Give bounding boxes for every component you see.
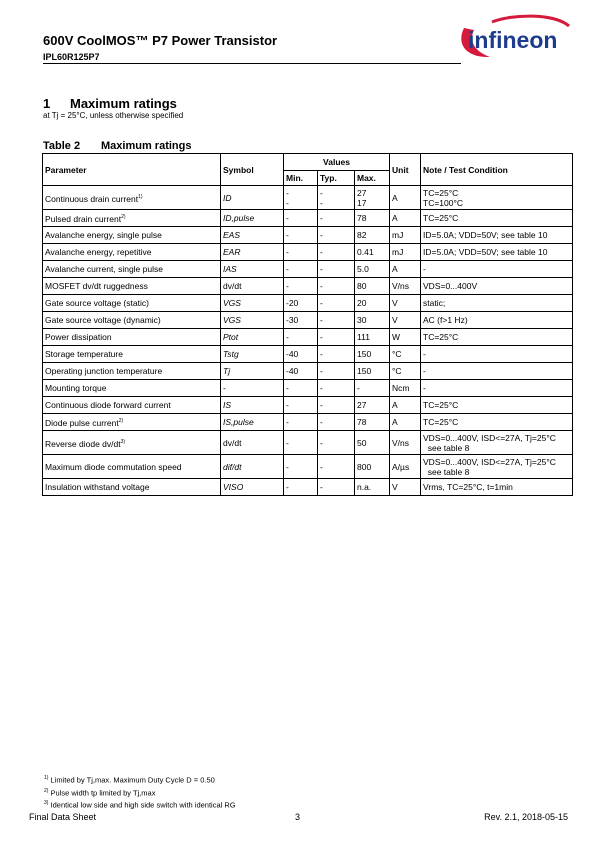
cell-max — [355, 431, 390, 455]
cell-typ — [318, 479, 355, 496]
table-row — [43, 227, 573, 244]
cell-symbol-text: dv/dt — [223, 437, 242, 448]
section-title: Maximum ratings — [70, 96, 177, 111]
header-max: Max. — [355, 171, 390, 186]
cell-max-text: 20 — [357, 298, 367, 308]
cell-min — [284, 479, 318, 496]
cell-parameter-text: Maximum diode commutation speed — [45, 461, 182, 472]
cell-unit — [390, 455, 421, 479]
cell-symbol-text: dv/dt — [223, 281, 242, 291]
cell-min — [284, 186, 318, 210]
cell-unit-text: mJ — [392, 247, 404, 257]
cell-typ — [318, 363, 355, 380]
cell-parameter-text: Diode pulse current — [45, 417, 119, 428]
cell-max-text: 150 — [357, 366, 372, 376]
cell-symbol — [221, 455, 284, 479]
cell-unit — [390, 363, 421, 380]
cell-max-text: 27 17 — [357, 187, 367, 208]
cell-max-text: 111 — [357, 332, 370, 342]
header-note: Note / Test Condition — [421, 154, 573, 186]
cell-typ-text: - — [320, 281, 323, 291]
cell-note — [421, 295, 573, 312]
table-caption-title: Maximum ratings — [101, 140, 192, 152]
cell-max-text: - — [357, 383, 360, 393]
cell-symbol-text: EAR — [223, 247, 241, 257]
cell-min — [284, 431, 318, 455]
cell-typ — [318, 278, 355, 295]
cell-typ-text: - — [320, 213, 323, 223]
cell-note — [421, 210, 573, 227]
cell-symbol — [221, 363, 284, 380]
cell-note — [421, 346, 573, 363]
cell-typ-text: - — [320, 298, 323, 308]
cell-note — [421, 329, 573, 346]
footnote — [44, 786, 236, 799]
cell-symbol — [221, 244, 284, 261]
cell-symbol-text: Tj — [223, 366, 231, 376]
cell-max-text: 0.41 — [357, 247, 374, 257]
cell-parameter — [43, 278, 221, 295]
cell-note-text: AC (f>1 Hz) — [423, 315, 468, 325]
part-number: IPL60R125P7 — [43, 52, 100, 62]
cell-max-text: 82 — [357, 230, 367, 240]
cell-symbol — [221, 227, 284, 244]
cell-symbol-text: Tstg — [223, 349, 239, 359]
table-row — [43, 278, 573, 295]
footer-doc-type: Final Data Sheet — [29, 812, 97, 822]
cell-min — [284, 363, 318, 380]
table-row — [43, 455, 573, 479]
cell-note-text: - — [423, 264, 426, 274]
table-row — [43, 363, 573, 380]
header-rule — [43, 63, 461, 64]
cell-min — [284, 414, 318, 431]
cell-parameter-text: Insulation withstand voltage — [45, 482, 150, 492]
cell-unit-text: V — [392, 315, 398, 325]
logo-text: infineon — [468, 27, 558, 53]
table-row — [43, 380, 573, 397]
cell-typ-text: - — [320, 482, 323, 492]
header-values: Values — [284, 154, 390, 171]
cell-max — [355, 186, 390, 210]
cell-min-text: - — [286, 400, 289, 410]
cell-unit-text: °C — [392, 349, 402, 359]
cell-note-text: - — [423, 383, 426, 393]
cell-note-text: VDS=0...400V, ISD<=27A, Tj=25°C see table 8 — [423, 432, 556, 453]
cell-note-text: VDS=0...400V — [423, 281, 478, 291]
cell-parameter — [43, 397, 221, 414]
cell-unit — [390, 479, 421, 496]
cell-note — [421, 455, 573, 479]
table-row — [43, 329, 573, 346]
cell-max — [355, 380, 390, 397]
cell-min-text: -30 — [286, 315, 299, 325]
cell-note-text: ID=5.0A; VDD=50V; see table 10 — [423, 247, 548, 257]
cell-note-text: TC=25°C TC=100°C — [423, 187, 464, 208]
table-caption-number: Table 2 — [43, 140, 81, 152]
cell-min — [284, 346, 318, 363]
cell-max-text: 80 — [357, 281, 367, 291]
cell-symbol — [221, 278, 284, 295]
cell-typ — [318, 380, 355, 397]
cell-note — [421, 244, 573, 261]
cell-min-text: - — [286, 213, 289, 223]
footnote-ref: 2) — [121, 214, 126, 221]
cell-max — [355, 227, 390, 244]
header-unit: Unit — [390, 154, 421, 186]
table-body — [43, 186, 573, 496]
cell-max-text: 78 — [357, 213, 367, 223]
cell-symbol — [221, 295, 284, 312]
cell-unit-text: V — [392, 298, 398, 308]
cell-min-text: -40 — [286, 349, 299, 359]
cell-unit — [390, 227, 421, 244]
cell-unit — [390, 397, 421, 414]
footnote-mark: 1) — [44, 775, 49, 781]
cell-symbol — [221, 397, 284, 414]
cell-note-text: static; — [423, 298, 446, 308]
footnote-ref: 3) — [120, 438, 126, 445]
cell-min — [284, 227, 318, 244]
cell-typ — [318, 210, 355, 227]
cell-unit-text: A — [392, 192, 398, 203]
table-row — [43, 431, 573, 455]
header-typ: Typ. — [318, 171, 355, 186]
cell-min — [284, 455, 318, 479]
cell-min-text: - — [286, 281, 289, 291]
cell-parameter — [43, 479, 221, 496]
table-row — [43, 261, 573, 278]
maximum-ratings-table — [42, 153, 573, 496]
section-subtitle: at Tj = 25°C, unless otherwise specified — [43, 111, 184, 120]
cell-note-text: TC=25°C — [423, 332, 459, 342]
cell-unit — [390, 431, 421, 455]
cell-typ — [318, 244, 355, 261]
cell-symbol-text: dif/dt — [223, 461, 242, 472]
cell-parameter — [43, 261, 221, 278]
header-parameter: Parameter — [43, 154, 221, 186]
cell-min-text: - — [286, 264, 289, 274]
cell-note-text: - — [423, 366, 426, 376]
cell-typ — [318, 295, 355, 312]
table-row — [43, 244, 573, 261]
cell-min-text: - - — [286, 187, 289, 208]
cell-min-text: - — [286, 230, 289, 240]
cell-parameter — [43, 312, 221, 329]
cell-min-text: - — [286, 417, 289, 427]
table-row — [43, 210, 573, 227]
section-number: 1 — [43, 96, 51, 111]
cell-max-text: 78 — [357, 417, 367, 427]
cell-parameter — [43, 431, 221, 455]
cell-parameter-text: Power dissipation — [45, 332, 112, 342]
cell-min — [284, 380, 318, 397]
table-row — [43, 479, 573, 496]
cell-min-text: - — [286, 437, 289, 448]
cell-note — [421, 312, 573, 329]
cell-parameter — [43, 186, 221, 210]
cell-note-text: TC=25°C — [423, 400, 459, 410]
footnote-text: Limited by Tj,max. Maximum Duty Cycle D = 0.50 — [48, 775, 215, 785]
cell-parameter — [43, 346, 221, 363]
cell-symbol-text: ID,pulse — [223, 213, 255, 223]
cell-max — [355, 329, 390, 346]
cell-max — [355, 455, 390, 479]
footnote-ref: 1) — [138, 193, 143, 200]
cell-parameter — [43, 329, 221, 346]
cell-symbol — [221, 312, 284, 329]
cell-parameter — [43, 210, 221, 227]
cell-unit — [390, 244, 421, 261]
cell-symbol — [221, 431, 284, 455]
cell-note — [421, 397, 573, 414]
document-title: 600V CoolMOS™ P7 Power Transistor — [43, 33, 278, 48]
cell-unit-text: A — [392, 400, 398, 410]
footnotes — [44, 773, 236, 811]
cell-min — [284, 312, 318, 329]
cell-note — [421, 431, 573, 455]
cell-typ-text: - — [320, 437, 323, 448]
cell-parameter — [43, 244, 221, 261]
table-row — [43, 312, 573, 329]
cell-symbol-text: - — [223, 383, 226, 393]
cell-max — [355, 210, 390, 227]
cell-typ — [318, 455, 355, 479]
cell-min-text: - — [286, 383, 289, 393]
cell-typ-text: - — [320, 332, 323, 342]
cell-max — [355, 278, 390, 295]
table-row — [43, 295, 573, 312]
cell-note-text: Vrms, TC=25°C, t=1min — [423, 482, 513, 492]
cell-parameter-text: Continuous diode forward current — [45, 400, 171, 410]
cell-min — [284, 329, 318, 346]
footnote — [44, 798, 236, 811]
cell-min-text: - — [286, 461, 289, 472]
cell-note — [421, 414, 573, 431]
cell-unit-text: W — [392, 332, 401, 342]
cell-symbol — [221, 479, 284, 496]
cell-note — [421, 261, 573, 278]
cell-typ — [318, 431, 355, 455]
cell-max-text: 150 — [357, 349, 372, 359]
cell-symbol-text: IS,pulse — [223, 417, 254, 427]
cell-symbol — [221, 380, 284, 397]
cell-min-text: - — [286, 332, 289, 342]
cell-min — [284, 397, 318, 414]
cell-parameter-text: Mounting torque — [45, 383, 107, 393]
header-min: Min. — [284, 171, 318, 186]
cell-max — [355, 414, 390, 431]
cell-typ — [318, 186, 355, 210]
footer-page-number: 3 — [295, 812, 301, 822]
cell-min — [284, 278, 318, 295]
infineon-logo — [456, 14, 572, 60]
cell-parameter-text: MOSFET dv/dt ruggedness — [45, 281, 148, 291]
cell-unit — [390, 312, 421, 329]
cell-min — [284, 210, 318, 227]
cell-unit — [390, 261, 421, 278]
logo-swoosh — [492, 16, 569, 26]
cell-note — [421, 380, 573, 397]
cell-parameter — [43, 363, 221, 380]
cell-max — [355, 244, 390, 261]
footnote — [44, 773, 236, 786]
cell-symbol — [221, 186, 284, 210]
table-caption — [43, 140, 191, 152]
cell-typ-text: - — [320, 247, 323, 257]
cell-typ-text: - — [320, 230, 323, 240]
footnote-text: Pulse width tp limited by Tj,max — [48, 788, 156, 797]
cell-symbol — [221, 210, 284, 227]
cell-typ-text: - — [320, 461, 323, 472]
cell-symbol-text: VISO — [223, 482, 244, 492]
cell-unit — [390, 210, 421, 227]
cell-parameter-text: Gate source voltage (static) — [45, 298, 149, 308]
cell-typ-text: - — [320, 366, 323, 376]
cell-parameter-text: Operating junction temperature — [45, 366, 163, 376]
cell-parameter — [43, 414, 221, 431]
cell-unit — [390, 329, 421, 346]
cell-unit — [390, 295, 421, 312]
footnote-text: Identical low side and high side switch with identical RG — [48, 800, 236, 810]
cell-unit-text: A — [392, 417, 398, 427]
cell-parameter-text: Reverse diode dv/dt — [45, 438, 121, 449]
cell-min — [284, 295, 318, 312]
footnote-mark: 3) — [44, 800, 49, 806]
cell-symbol — [221, 261, 284, 278]
table-row — [43, 346, 573, 363]
cell-max-text: 5.0 — [357, 264, 369, 274]
cell-max-text: 27 — [357, 400, 367, 410]
cell-note — [421, 227, 573, 244]
cell-note — [421, 363, 573, 380]
cell-typ-text: - — [320, 315, 323, 325]
cell-symbol — [221, 346, 284, 363]
footer-revision: Rev. 2.1, 2018-05-15 — [484, 812, 568, 822]
cell-max-text: n.a. — [357, 482, 372, 492]
cell-parameter — [43, 227, 221, 244]
cell-parameter — [43, 455, 221, 479]
cell-unit-text: V/ns — [392, 281, 410, 291]
cell-typ-text: - - — [320, 187, 323, 208]
cell-unit — [390, 346, 421, 363]
cell-parameter — [43, 295, 221, 312]
cell-typ-text: - — [320, 349, 323, 359]
cell-unit — [390, 380, 421, 397]
cell-typ — [318, 227, 355, 244]
cell-max — [355, 312, 390, 329]
cell-typ — [318, 397, 355, 414]
cell-symbol-text: VGS — [223, 298, 241, 308]
header-symbol: Symbol — [221, 154, 284, 186]
cell-symbol — [221, 414, 284, 431]
cell-note-text: VDS=0...400V, ISD<=27A, Tj=25°C see table 8 — [423, 456, 556, 477]
cell-min-text: -40 — [286, 366, 299, 376]
cell-note-text: ID=5.0A; VDD=50V; see table 10 — [423, 230, 548, 240]
cell-min-text: - — [286, 247, 289, 257]
cell-symbol-text: IAS — [223, 264, 237, 274]
cell-min-text: -20 — [286, 298, 299, 308]
cell-parameter-text: Gate source voltage (dynamic) — [45, 315, 161, 325]
cell-note — [421, 479, 573, 496]
cell-parameter-text: Avalanche current, single pulse — [45, 264, 163, 274]
table-row — [43, 414, 573, 431]
cell-max — [355, 261, 390, 278]
cell-unit-text: mJ — [392, 230, 404, 240]
cell-note — [421, 186, 573, 210]
cell-max — [355, 479, 390, 496]
cell-unit — [390, 186, 421, 210]
cell-symbol-text: ID — [223, 192, 232, 203]
cell-unit — [390, 278, 421, 295]
cell-unit-text: V/ns — [392, 437, 410, 448]
cell-unit-text: A — [392, 213, 398, 223]
table-row — [43, 186, 573, 210]
cell-typ — [318, 329, 355, 346]
cell-unit-text: Ncm — [392, 383, 410, 393]
cell-max — [355, 397, 390, 414]
cell-max — [355, 346, 390, 363]
cell-parameter-text: Pulsed drain current — [45, 213, 122, 224]
cell-typ-text: - — [320, 417, 323, 427]
cell-symbol — [221, 329, 284, 346]
footnote-ref: 2) — [118, 418, 124, 425]
cell-unit-text: V — [392, 482, 398, 492]
cell-symbol-text: VGS — [223, 315, 241, 325]
cell-note — [421, 278, 573, 295]
cell-symbol-text: IS — [223, 400, 232, 410]
cell-unit-text: °C — [392, 366, 402, 376]
cell-max-text: 30 — [357, 315, 367, 325]
cell-max — [355, 363, 390, 380]
cell-typ — [318, 312, 355, 329]
cell-typ — [318, 414, 355, 431]
cell-note-text: TC=25°C — [423, 213, 459, 223]
cell-max — [355, 295, 390, 312]
cell-note-text: - — [423, 349, 426, 359]
cell-min — [284, 261, 318, 278]
section-heading — [43, 96, 177, 111]
cell-typ — [318, 261, 355, 278]
cell-typ-text: - — [320, 383, 323, 393]
cell-unit-text: A/µs — [392, 461, 410, 472]
cell-max-text: 50 — [357, 437, 367, 448]
cell-parameter-text: Avalanche energy, repetitive — [45, 247, 152, 257]
cell-parameter-text: Continuous drain current — [45, 193, 139, 204]
cell-typ-text: - — [320, 400, 323, 410]
cell-note-text: TC=25°C — [423, 417, 459, 427]
cell-symbol-text: Ptot — [223, 332, 239, 342]
footnote-mark: 2) — [44, 787, 49, 794]
cell-min-text: - — [286, 482, 289, 492]
cell-parameter-text: Storage temperature — [45, 349, 123, 359]
cell-unit-text: A — [392, 264, 398, 274]
cell-symbol-text: EAS — [223, 230, 241, 240]
cell-min — [284, 244, 318, 261]
cell-parameter — [43, 380, 221, 397]
cell-typ-text: - — [320, 264, 323, 274]
cell-typ — [318, 346, 355, 363]
cell-max-text: 800 — [357, 461, 372, 472]
table-row — [43, 397, 573, 414]
cell-parameter-text: Avalanche energy, single pulse — [45, 230, 162, 240]
cell-unit — [390, 414, 421, 431]
